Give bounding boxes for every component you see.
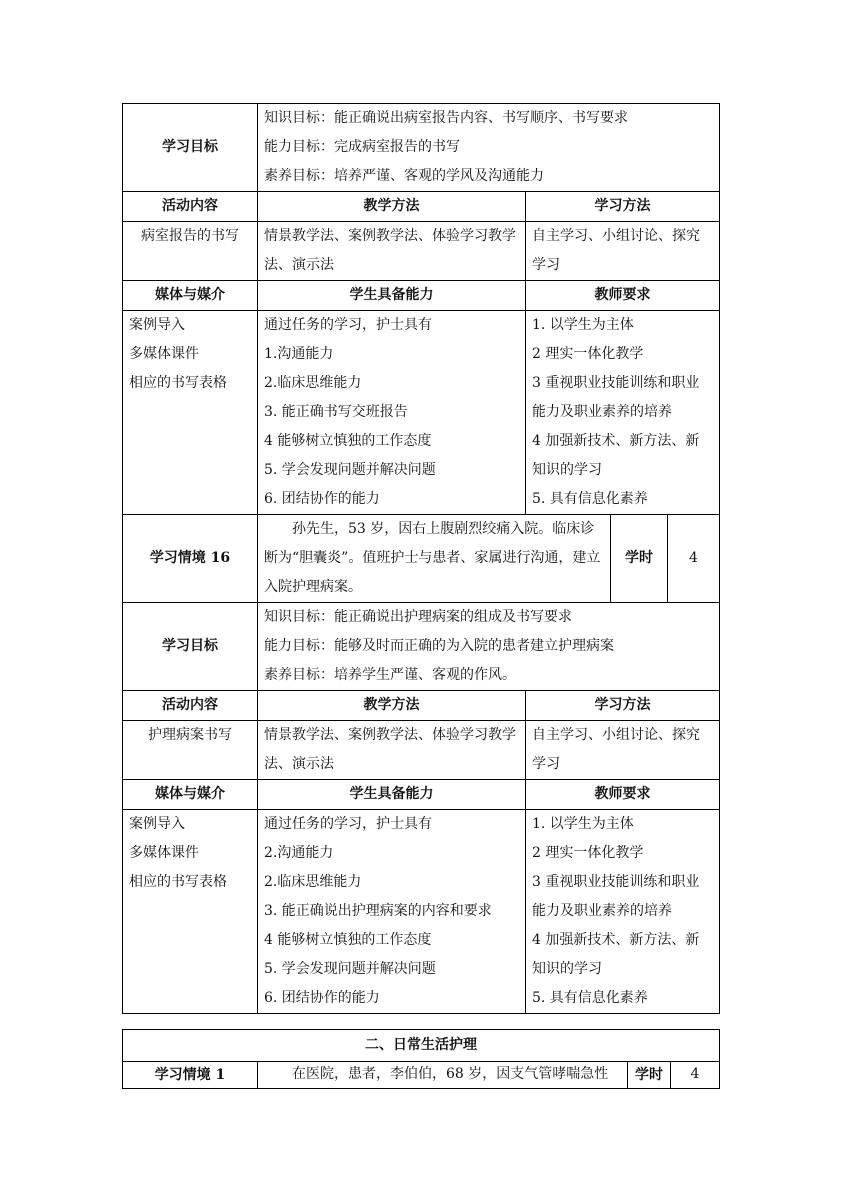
goal-item: 知识目标：能正确说出护理病案的组成及书写要求 <box>264 609 572 625</box>
media-item: 案例导入 <box>129 816 185 832</box>
ability-item: 6. 团结协作的能力 <box>264 491 380 507</box>
ability-item: 4 能够树立慎独的工作态度 <box>264 932 432 948</box>
goal-item: 素养目标：培养学生严谨、客观的作风。 <box>264 667 516 683</box>
media-item: 多媒体课件 <box>129 346 199 362</box>
header-activity: 活动内容 <box>123 691 258 721</box>
hours-label: 学时 <box>611 515 668 603</box>
ability-item: 5. 学会发现问题并解决问题 <box>264 462 436 478</box>
header-teacher-req: 教师要求 <box>526 780 720 810</box>
hours-value: 4 <box>671 1062 720 1089</box>
header-activity: 活动内容 <box>123 192 258 222</box>
media-item: 案例导入 <box>129 317 185 333</box>
situation-label: 学习情境 1 <box>123 1062 258 1089</box>
req-item: 2 理实一体化教学 <box>532 346 644 362</box>
req-item: 2 理实一体化教学 <box>532 845 644 861</box>
ability-item: 3. 能正确说出护理病案的内容和要求 <box>264 903 492 919</box>
hours-value: 4 <box>668 515 720 603</box>
ability-item: 2.临床思维能力 <box>264 874 362 890</box>
header-ability: 学生具备能力 <box>258 780 526 810</box>
course-table-2 <box>122 1029 720 1089</box>
course-table-1 <box>122 103 720 1014</box>
req-item: 1. 以学生为主体 <box>532 317 634 333</box>
header-media: 媒体与媒介 <box>123 780 258 810</box>
req-item: 5. 具有信息化素养 <box>532 491 648 507</box>
header-teacher-req: 教师要求 <box>526 281 720 311</box>
req-item: 3 重视职业技能训练和职业 <box>532 375 700 391</box>
goal-label: 学习目标 <box>123 603 258 691</box>
req-item: 4 加强新技术、新方法、新 <box>532 932 700 948</box>
ability-item: 1.沟通能力 <box>264 346 334 362</box>
header-ability: 学生具备能力 <box>258 281 526 311</box>
ability-item: 通过任务的学习，护士具有 <box>264 816 432 832</box>
learn-method-cell: 自主学习、小组讨论、探究学习 <box>526 222 720 281</box>
goal-list <box>258 603 720 691</box>
req-item: 4 加强新技术、新方法、新 <box>532 433 700 449</box>
header-teach-method: 教学方法 <box>258 691 526 721</box>
activity-cell: 病室报告的书写 <box>123 222 258 281</box>
ability-item: 2.沟通能力 <box>264 845 334 861</box>
teach-method-cell: 情景教学法、案例教学法、体验学习教学法、演示法 <box>258 222 526 281</box>
learn-method-cell: 自主学习、小组讨论、探究学习 <box>526 721 720 780</box>
goal-label: 学习目标 <box>123 104 258 192</box>
goal-item: 能力目标：完成病室报告的书写 <box>264 139 460 155</box>
situation-text: 在医院，患者，李伯伯，68 岁，因支气管哮喘急性 <box>258 1062 628 1089</box>
req-item: 1. 以学生为主体 <box>532 816 634 832</box>
req-item: 知识的学习 <box>532 462 602 478</box>
goal-list <box>258 104 720 192</box>
media-list <box>123 810 258 1014</box>
section-title: 二、日常生活护理 <box>123 1030 720 1062</box>
ability-item: 6. 团结协作的能力 <box>264 990 380 1006</box>
header-teach-method: 教学方法 <box>258 192 526 222</box>
ability-item: 3. 能正确书写交班报告 <box>264 404 408 420</box>
req-item: 5. 具有信息化素养 <box>532 990 648 1006</box>
req-item: 3 重视职业技能训练和职业 <box>532 874 700 890</box>
teacher-req-list <box>526 810 720 1014</box>
teacher-req-list <box>526 311 720 515</box>
media-item: 相应的书写表格 <box>129 874 227 890</box>
teach-method-cell: 情景教学法、案例教学法、体验学习教学法、演示法 <box>258 721 526 780</box>
ability-item: 4 能够树立慎独的工作态度 <box>264 433 432 449</box>
activity-cell: 护理病案书写 <box>123 721 258 780</box>
goal-item: 知识目标：能正确说出病室报告内容、书写顺序、书写要求 <box>264 110 628 126</box>
hours-label: 学时 <box>628 1062 671 1089</box>
req-item: 知识的学习 <box>532 961 602 977</box>
media-list <box>123 311 258 515</box>
media-item: 多媒体课件 <box>129 845 199 861</box>
req-item: 能力及职业素养的培养 <box>532 903 672 919</box>
req-item: 能力及职业素养的培养 <box>532 404 672 420</box>
header-learn-method: 学习方法 <box>526 691 720 721</box>
ability-list <box>258 311 526 515</box>
ability-item: 2.临床思维能力 <box>264 375 362 391</box>
ability-list <box>258 810 526 1014</box>
situation-label: 学习情境 16 <box>123 515 258 603</box>
goal-item: 能力目标：能够及时而正确的为入院的患者建立护理病案 <box>264 638 614 654</box>
header-media: 媒体与媒介 <box>123 281 258 311</box>
media-item: 相应的书写表格 <box>129 375 227 391</box>
ability-item: 通过任务的学习，护士具有 <box>264 317 432 333</box>
ability-item: 5. 学会发现问题并解决问题 <box>264 961 436 977</box>
header-learn-method: 学习方法 <box>526 192 720 222</box>
goal-item: 素养目标：培养严谨、客观的学风及沟通能力 <box>264 168 544 184</box>
situation-text: 孙先生，53 岁，因右上腹剧烈绞痛入院。临床诊断为“胆囊炎”。值班护士与患者、家属进行沟通，建立入院护理病案。 <box>258 515 611 603</box>
